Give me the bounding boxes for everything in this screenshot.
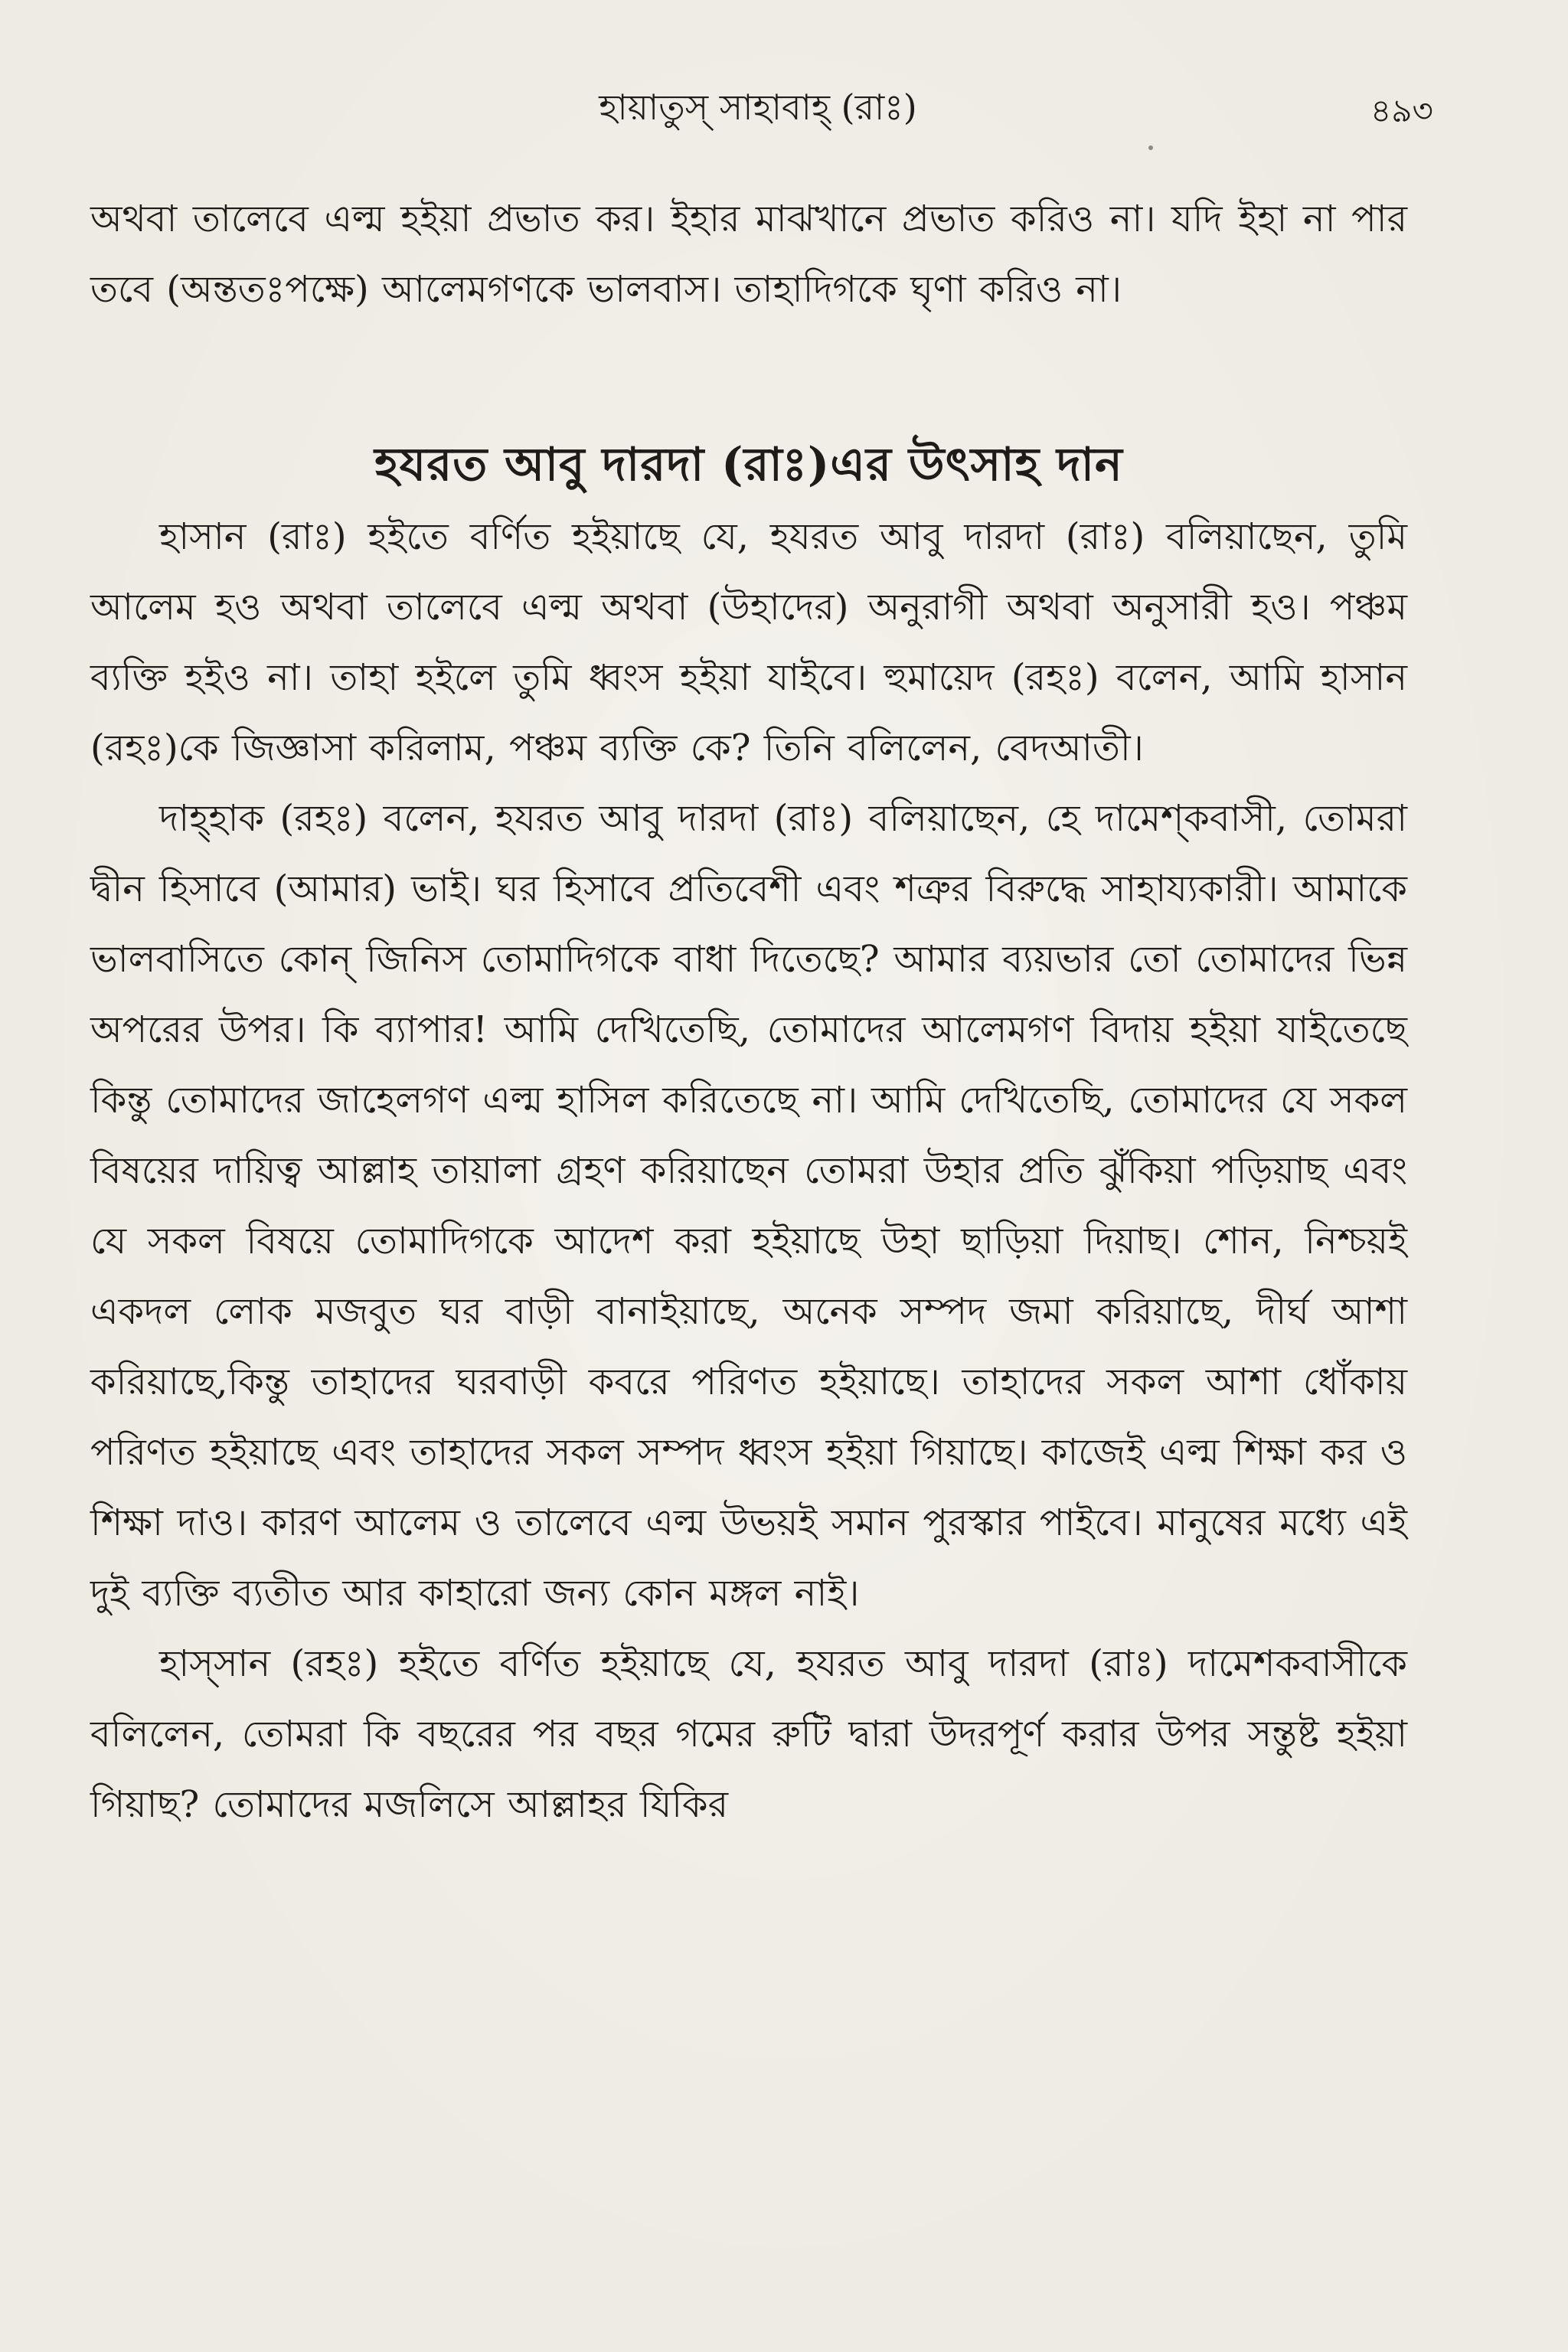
page-body [90,184,1407,1840]
body-paragraph-1: হাসান (রাঃ) হইতে বর্ণিত হইয়াছে যে, হযরত আবু দারদা (রাঃ) বলিয়াছেন, তুমি আলেম হও অথবা তালেবে এল্ম অথবা (উহাদের) অনুরাগী অথবা অনুসারী হও। পঞ্চম ব্যক্তি হইও না। তাহা হইলে তুমি ধ্বংস হইয়া যাইবে। হুমায়েদ (রহঃ) বলেন, আমি হাসান (রহঃ)কে জিজ্ঞাসা করিলাম, পঞ্চম ব্যক্তি কে? তিনি বলিলেন, বেদআতী। [90,515,1407,769]
body-paragraph-2: দাহ্হাক (রহঃ) বলেন, হযরত আবু দারদা (রাঃ) বলিয়াছেন, হে দামেশ্কবাসী, তোমরা দ্বীন হিসাবে (আমার) ভাই। ঘর হিসাবে প্রতিবেশী এবং শত্রুর বিরুদ্ধে সাহায্যকারী। আমাকে ভালবাসিতে কোন্ জিনিস তোমাদিগকে বাধা দিতেছে? আমার ব্যয়ভার তো তোমাদের ভিন্ন অপরের উপর। কি ব্যাপার! আমি দেখিতেছি, তোমাদের আলেমগণ বিদায় হইয়া যাইতেছে কিন্তু তোমাদের জাহেলগণ এল্ম হাসিল করিতেছে না। আমি দেখিতেছি, তোমাদের যে সকল বিষয়ের দায়িত্ব আল্লাহ তায়ালা গ্রহণ করিয়াছেন তোমরা উহার প্রতি ঝুঁকিয়া পড়িয়াছ এবং যে সকল বিষয়ে তোমাদিগকে আদেশ করা হইয়াছে উহা ছাড়িয়া দিয়াছ। শোন, নিশ্চয়ই একদল লোক মজবুত ঘর বাড়ী বানাইয়াছে, অনেক সম্পদ জমা করিয়াছে, দীর্ঘ আশা করিয়াছে,কিন্তু তাহাদের ঘরবাড়ী কবরে পরিণত হইয়াছে। তাহাদের সকল আশা ধোঁকায় পরিণত হইয়াছে এবং তাহাদের সকল সম্পদ ধ্বংস হইয়া গিয়াছে। কাজেই এল্ম শিক্ষা কর ও শিক্ষা দাও। কারণ আলেম ও তালেবে এল্ম উভয়ই সমান পুরস্কার পাইবে। মানুষের মধ্যে এই দুই ব্যক্তি ব্যতীত আর কাহারো জন্য কোন মঙ্গল নাই। [90,797,1407,1615]
section-spacer [90,325,1407,428]
running-title: হায়াতুস্ সাহাবাহ্ (রাঃ) [599,87,917,128]
running-head [0,80,1568,134]
page-number: ৪৯৩ [1370,92,1433,129]
section-heading: হযরত আবু দারদা (রাঃ)এর উৎসাহ দান [374,438,1123,492]
paper-speck [1148,145,1153,150]
body-paragraph-3: হাস্সান (রহঃ) হইতে বর্ণিত হইয়াছে যে, হযরত আবু দারদা (রাঃ) দামেশকবাসীকে বলিলেন, তোমরা কি বছরের পর বছর গমের রুটি দ্বারা উদরপূর্ণ করার উপর সন্তুষ্ট হইয়া গিয়াছ? তোমাদের মজলিসে আল্লাহর যিকির [90,1642,1407,1826]
intro-paragraph: অথবা তালেবে এল্ম হইয়া প্রভাত কর। ইহার মাঝখানে প্রভাত করিও না। যদি ইহা না পার তবে (অন্ততঃপক্ষে) আলেমগণকে ভালবাস। তাহাদিগকে ঘৃণা করিও না। [90,198,1407,311]
